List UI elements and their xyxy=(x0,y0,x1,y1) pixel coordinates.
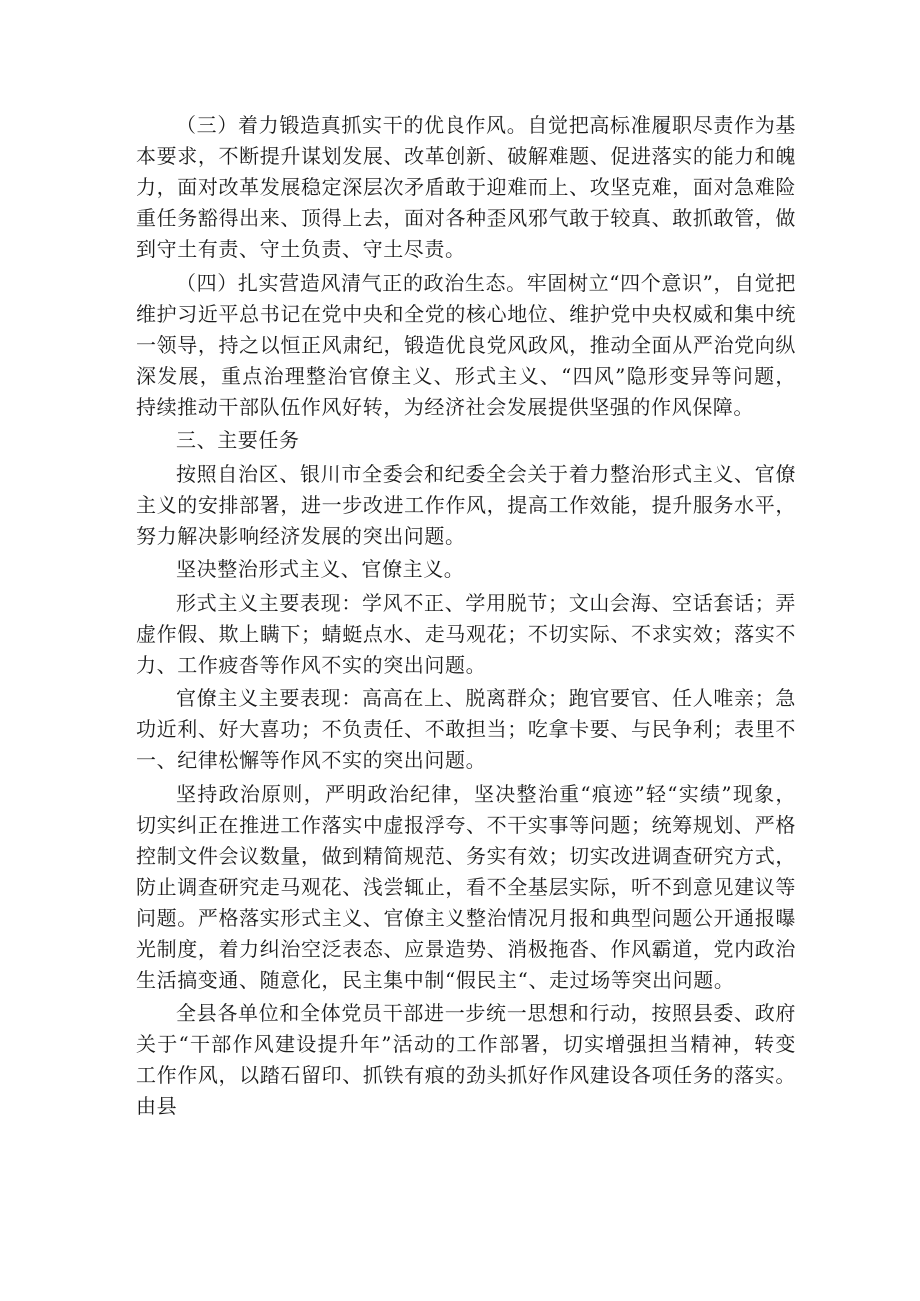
paragraph-formalism: 形式主义主要表现：学风不正、学用脱节；文山会海、空话套话；弄虚作假、欺上瞒下；蜻蜓点水、走马观花；不切实际、不求实效；落实不力、工作疲沓等作风不实的突出问题。 xyxy=(136,590,796,677)
paragraph-political-principles: 坚持政治原则，严明政治纪律，坚决整治重“痕迹”轻“实绩”现象，切实纠正在推进工作落实中虚报浮夸、不干实事等问题；统筹规划、严格控制文件会议数量，做到精简规范、务实有效；切实改进调查研究方式，防止调查研究走马观花、浅尝辄止，看不全基层实际，听不到意见建议等问题。严格落实形式主义、官僚主义整治情况月报和典型问题公开通报曝光制度，着力纠治空泛表态、应景造势、消极拖沓、作风霸道，党内政治生活搞变通、随意化，民主集中制“假民主“、走过场等突出问题。 xyxy=(136,781,796,992)
paragraph-section-4: （四）扎实营造风清气正的政治生态。牢固树立“四个意识”，自觉把维护习近平总书记在党中央和全党的核心地位、维护党中央权威和集中统一领导，持之以恒正风肃纪，锻造优良党风政风，推动全面从严治党向纵深发展，重点治理整治官僚主义、形式主义、“四风”隐形变异等问题，持续推动干部队伍作风好转，为经济社会发展提供坚强的作风保障。 xyxy=(136,270,796,419)
paragraph-county-units: 全县各单位和全体党员干部进一步统一思想和行动，按照县委、政府关于“干部作风建设提升年”活动的工作部署，切实增强担当精神，转变工作作风，以踏石留印、抓铁有痕的劲头抓好作风建设各项任务的落实。由县 xyxy=(136,1001,796,1118)
paragraph-deployment: 按照自治区、银川市全委会和纪委全会关于着力整治形式主义、官僚主义的安排部署，进一步改进工作作风，提高工作效能，提升服务水平，努力解决影响经济发展的突出问题。 xyxy=(136,461,796,548)
document-body xyxy=(136,110,796,1125)
paragraph-rectify: 坚决整治形式主义、官僚主义。 xyxy=(176,557,465,581)
paragraph-section-3: （三）着力锻造真抓实干的优良作风。自觉把高标准履职尽责作为基本要求，不断提升谋划发展、改革创新、破解难题、促进落实的能力和魄力，面对改革发展稳定深层次矛盾敢于迎难而上、攻坚克难，面对急难险重任务豁得出来、顶得上去，面对各种歪风邪气敢于较真、敢抓敢管，做到守土有责、守土负责、守土尽责。 xyxy=(136,113,796,261)
paragraph-bureaucratism: 官僚主义主要表现：高高在上、脱离群众；跑官要官、任人唯亲；急功近利、好大喜功；不负责任、不敢担当；吃拿卡要、与民争利；表里不一、纪律松懈等作风不实的突出问题。 xyxy=(136,686,796,772)
section-heading-main-tasks: 三、主要任务 xyxy=(176,428,300,452)
